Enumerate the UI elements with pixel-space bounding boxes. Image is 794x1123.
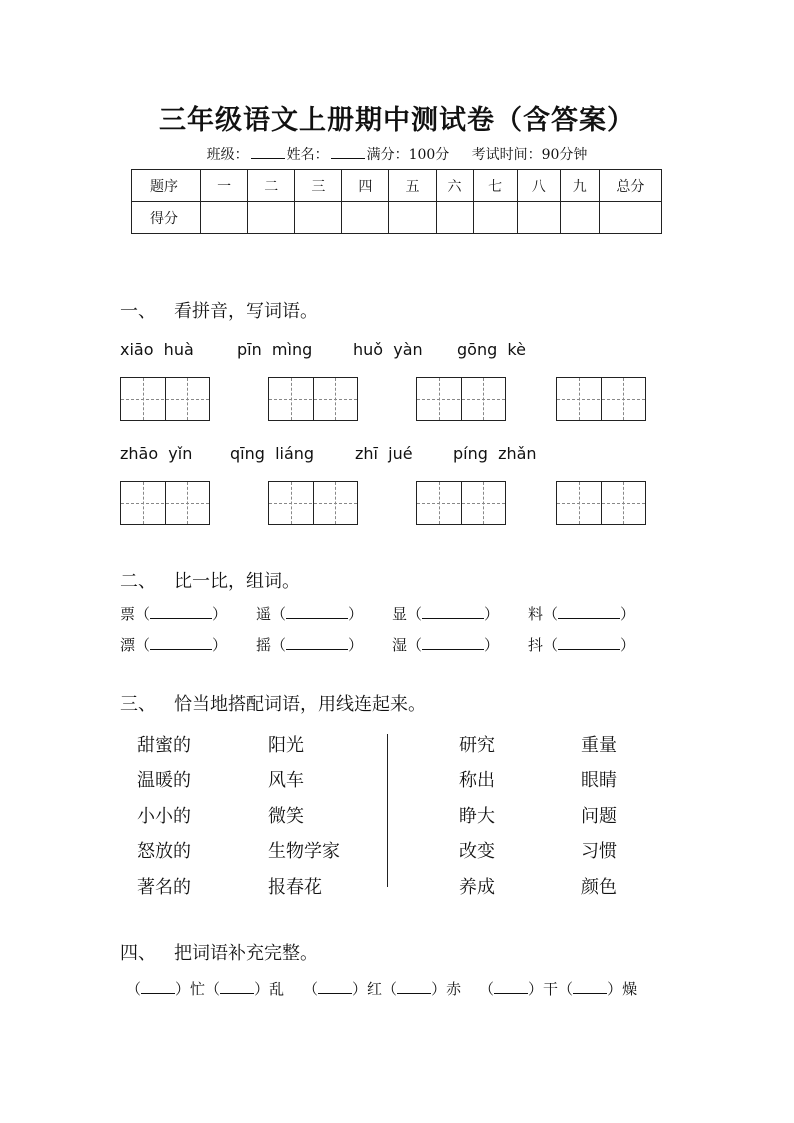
compare-char: 漂 (120, 636, 136, 654)
writing-grid[interactable] (268, 377, 358, 421)
compare-item: 料（ ） (528, 605, 636, 623)
full-score: 满分：100分 (366, 147, 450, 163)
score-cell[interactable] (599, 202, 661, 234)
pinyin-label: huǒ yàn (353, 340, 423, 359)
score-header-cell: 二 (248, 170, 295, 202)
answer-blank[interactable] (220, 981, 254, 994)
idiom-fill: （ ）红（ ）赤 (303, 980, 462, 998)
score-header-cell: 总分 (599, 170, 661, 202)
match-word[interactable]: 著名的 (137, 877, 191, 898)
score-row-label: 得分 (132, 202, 201, 234)
match-word[interactable]: 重量 (581, 735, 617, 756)
answer-blank[interactable] (150, 605, 212, 619)
pinyin-label: qīng liáng (230, 444, 315, 463)
section-title: 比一比，组词。 (174, 571, 300, 592)
score-cell[interactable] (436, 202, 473, 234)
score-table (131, 169, 662, 234)
page-title: 三年级语文上册期中测试卷（含答案） (159, 105, 635, 136)
score-cell[interactable] (295, 202, 342, 234)
match-word[interactable]: 研究 (459, 735, 495, 756)
match-word[interactable]: 风车 (268, 770, 304, 791)
pinyin-label: zhāo yǐn (120, 444, 193, 463)
match-word[interactable]: 问题 (581, 806, 617, 827)
compare-char: 湿 (392, 636, 408, 654)
idiom-char: 忙 (190, 980, 206, 998)
score-cell[interactable] (342, 202, 389, 234)
match-word[interactable]: 报春花 (268, 877, 322, 898)
answer-blank[interactable] (141, 981, 175, 994)
answer-blank[interactable] (573, 981, 607, 994)
writing-grid[interactable] (268, 481, 358, 525)
compare-item: 摇（ ） (256, 636, 364, 654)
writing-grid[interactable] (120, 481, 210, 525)
pinyin-label: pīn mìng (237, 340, 313, 359)
pinyin-label: xiāo huà (120, 340, 194, 359)
pinyin-label: zhī jué (355, 444, 413, 463)
section-title: 把词语补充完整。 (174, 943, 318, 964)
writing-grid[interactable] (556, 377, 646, 421)
writing-grid[interactable] (416, 481, 506, 525)
class-blank[interactable] (251, 146, 285, 159)
pinyin-label: píng zhǎn (453, 444, 537, 463)
pinyin-label: gōng kè (457, 340, 526, 359)
match-word[interactable]: 眼睛 (581, 770, 617, 791)
match-word[interactable]: 生物学家 (268, 841, 340, 862)
score-header-cell: 四 (342, 170, 389, 202)
section-1-heading (120, 297, 318, 323)
idiom-char: 乱 (269, 980, 285, 998)
section-number: 三、 (120, 694, 156, 715)
name-blank[interactable] (331, 146, 365, 159)
compare-item: 遥（ ） (256, 605, 364, 623)
score-cell[interactable] (560, 202, 599, 234)
score-header-cell: 一 (201, 170, 248, 202)
compare-char: 票 (120, 605, 136, 623)
idiom-char: 红 (367, 980, 383, 998)
score-row (132, 202, 662, 234)
compare-item: 显（ ） (392, 605, 500, 623)
section-3-heading (120, 690, 426, 716)
answer-blank[interactable] (558, 636, 620, 650)
answer-blank[interactable] (422, 636, 484, 650)
compare-item: 湿（ ） (392, 636, 500, 654)
compare-item: 漂（ ） (120, 636, 228, 654)
writing-grid[interactable] (416, 377, 506, 421)
match-word[interactable]: 称出 (459, 770, 495, 791)
compare-char: 抖 (528, 636, 544, 654)
section-number: 一、 (120, 301, 156, 322)
match-word[interactable]: 微笑 (268, 806, 304, 827)
match-word[interactable]: 颜色 (581, 877, 617, 898)
match-word[interactable]: 阳光 (268, 735, 304, 756)
writing-grid[interactable] (120, 377, 210, 421)
exam-time: 考试时间：90分钟 (471, 147, 588, 163)
match-word[interactable]: 睁大 (459, 806, 495, 827)
idiom-char: 干 (543, 980, 559, 998)
score-cell[interactable] (248, 202, 295, 234)
match-word[interactable]: 习惯 (581, 841, 617, 862)
idiom-fill: （ ）忙（ ）乱 (126, 980, 285, 998)
section-number: 二、 (120, 571, 156, 592)
exam-info-line (0, 144, 794, 164)
column-divider (387, 734, 388, 887)
score-header-cell: 三 (295, 170, 342, 202)
writing-grid[interactable] (556, 481, 646, 525)
class-label: 班级： (206, 147, 249, 163)
match-word[interactable]: 甜蜜的 (137, 735, 191, 756)
answer-blank[interactable] (150, 636, 212, 650)
idiom-fill: （ ）干（ ）燥 (479, 980, 638, 998)
compare-char: 料 (528, 605, 544, 623)
score-header-cell: 七 (473, 170, 517, 202)
match-word[interactable]: 养成 (459, 877, 495, 898)
answer-blank[interactable] (397, 981, 431, 994)
match-word[interactable]: 怒放的 (137, 841, 191, 862)
section-title: 看拼音，写词语。 (174, 301, 318, 322)
answer-blank[interactable] (422, 605, 484, 619)
score-cell[interactable] (201, 202, 248, 234)
score-header-cell: 六 (436, 170, 473, 202)
answer-blank[interactable] (318, 981, 352, 994)
section-4-heading (120, 939, 318, 965)
score-cell[interactable] (389, 202, 436, 234)
section-number: 四、 (120, 943, 156, 964)
section-2-heading (120, 567, 300, 593)
score-header-cell: 八 (517, 170, 560, 202)
match-word[interactable]: 小小的 (137, 806, 191, 827)
compare-item: 抖（ ） (528, 636, 636, 654)
answer-blank[interactable] (286, 605, 348, 619)
score-header-cell: 五 (389, 170, 436, 202)
idiom-char: 燥 (622, 980, 638, 998)
answer-blank[interactable] (494, 981, 528, 994)
answer-blank[interactable] (286, 636, 348, 650)
name-label: 姓名： (286, 147, 329, 163)
answer-blank[interactable] (558, 605, 620, 619)
match-word[interactable]: 改变 (459, 841, 495, 862)
match-word[interactable]: 温暖的 (137, 770, 191, 791)
compare-item: 票（ ） (120, 605, 228, 623)
idiom-char: 赤 (446, 980, 462, 998)
score-header-cell: 题序 (132, 170, 201, 202)
score-header-row (132, 170, 662, 202)
compare-char: 遥 (256, 605, 272, 623)
score-cell[interactable] (517, 202, 560, 234)
compare-char: 摇 (256, 636, 272, 654)
score-cell[interactable] (473, 202, 517, 234)
score-header-cell: 九 (560, 170, 599, 202)
section-title: 恰当地搭配词语，用线连起来。 (174, 694, 426, 715)
compare-char: 显 (392, 605, 408, 623)
